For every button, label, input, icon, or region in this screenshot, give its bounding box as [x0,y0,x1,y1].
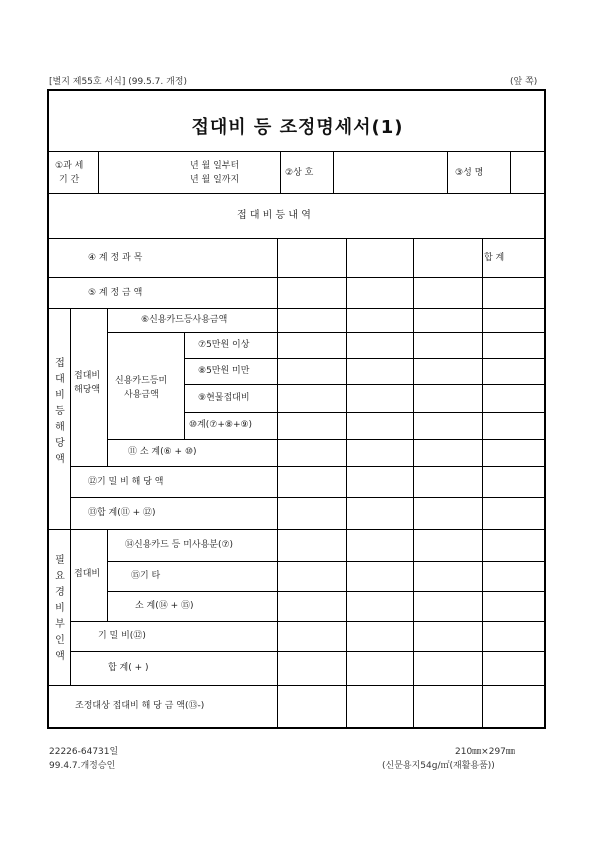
entertainment-sub-label-3: 접대비 [74,569,101,579]
rule [70,466,544,467]
entertainment-sub-label-2: 해당액 [74,385,101,395]
total-11-12-label: ⑬합 계(⑪ + ⑫) [88,508,156,518]
name-label: ③성 명 [455,168,484,178]
sum-plus-label: 합 계( + ) [108,663,149,673]
rule [107,529,108,621]
credit-unused-label-2: 사용금액 [124,390,159,400]
rule [333,151,334,193]
rule [107,561,544,562]
form-title: 접대비 등 조정명세서(1) [191,117,404,138]
rule [70,497,544,498]
form-number: [별지 제55호 서식] (99.5.7. 개정) [49,77,187,87]
account-subject-label: ④ 계 정 과 목 [88,253,143,263]
cash-entertainment-label: ⑨현물접대비 [198,393,250,403]
period-label: ①과 세 [55,161,84,171]
paper-type: (신문용지54g/㎡(재활용품)) [382,761,495,771]
credit-card-used-label: ⑥신용카드등사용금액 [141,315,228,325]
rule [49,529,544,530]
account-amount-label: ⑤ 계 정 금 액 [88,288,143,298]
rule [184,384,544,385]
confidential-12-label: 기 밀 비(⑫) [98,631,146,641]
confidential-amount-label: ⑫기 밀 비 해 당 액 [88,477,164,487]
disallowed-expense-group-label: 필요경비부인액 [55,555,65,662]
rule [184,412,544,413]
rule [49,193,544,194]
subtotal-label: ⑪ 소 계(⑥ + ⑩) [128,447,197,457]
entertainment-sub-label: 접대비 [74,371,101,381]
paper-size: 210㎜×297㎜ [455,747,515,757]
entertainment-amount-group-label: 접대비등해당액 [55,358,65,465]
rule [447,151,448,193]
rule [70,308,71,685]
adjust-target-label: 조정대상 접대비 해 당 금 액(⑬-) [75,701,205,711]
total-column-label: 합 계 [484,253,505,263]
under-50k-label: ⑧5만원 미만 [198,366,250,376]
rule [184,332,185,439]
rule [49,151,544,152]
section-header: 접 대 비 등 내 역 [237,210,311,221]
rule [482,238,483,727]
company-label: ②상 호 [285,168,314,178]
form-code: 22226-64731일 [49,747,119,757]
rule [280,151,281,193]
rule [346,238,347,727]
rule [70,621,544,622]
rule [184,358,544,359]
rule [107,591,544,592]
other-label: ⑮기 타 [131,571,161,581]
rule [277,238,278,727]
rule [49,308,544,309]
approval-note: 99.4.7.개정승인 [49,761,116,771]
rule [107,439,544,440]
period-from: 년 월 일부터 [190,161,240,171]
rule [510,151,511,193]
rule [107,332,544,333]
rule [98,151,99,193]
credit-unused-label: 신용카드등미 [115,376,168,386]
period-to: 년 월 일까지 [190,175,240,185]
rule [107,308,108,466]
over-50k-label: ⑦5만원 이상 [198,340,250,350]
period-label-2: 기 간 [59,175,80,185]
rule [49,685,544,686]
subtotal-14-15-label: 소 계(⑭ + ⑮) [135,601,194,611]
card-unused-label: ⑭신용카드 등 미사용분(⑦) [125,540,234,550]
rule [413,238,414,727]
rule [49,277,544,278]
rule [70,651,544,652]
rule [49,238,544,239]
sum-7-8-9-label: ⑩계(⑦+⑧+⑨) [189,420,253,430]
page-side-label: (앞 쪽) [510,77,538,87]
